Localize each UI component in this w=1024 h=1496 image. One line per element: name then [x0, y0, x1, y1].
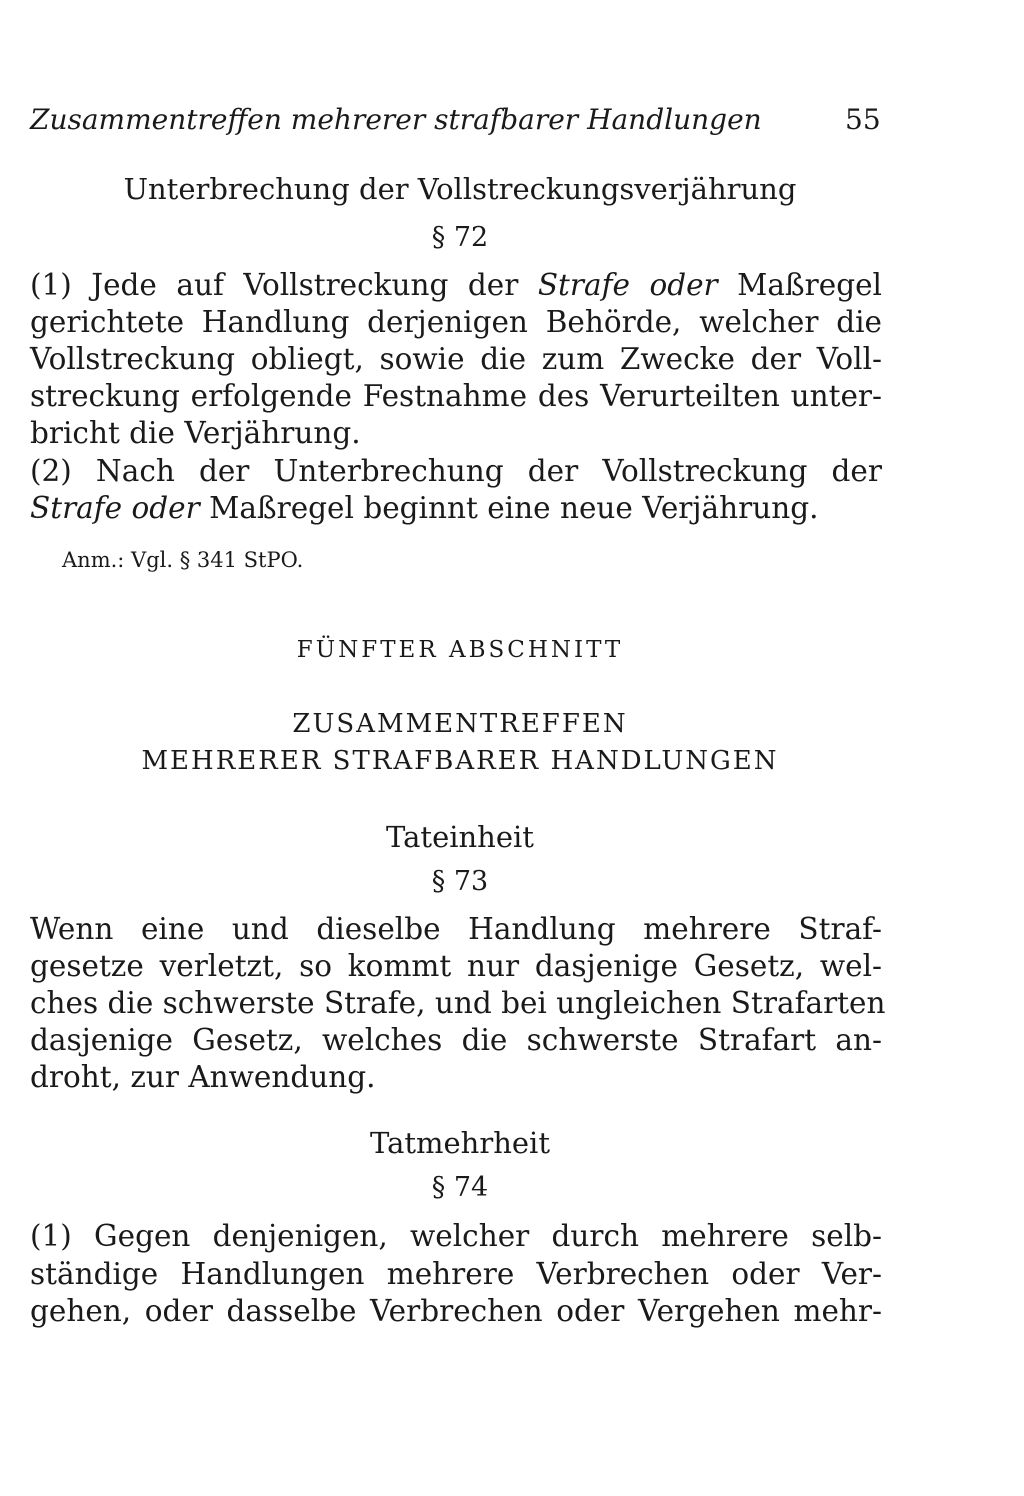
section-72-paragraph-1-line-5: bricht die Verjährung. — [30, 416, 361, 450]
section-73-line-4: dasjenige Gesetz, welches die schwerste Strafart an- — [30, 1023, 882, 1057]
chapter-title-line-2: MEHRERER STRAFBARER HANDLUNGEN — [141, 746, 779, 776]
section-74-title: Tatmehrheit — [369, 1126, 550, 1160]
section-74-number: § 74 — [431, 1172, 489, 1203]
section-72-title: Unterbrechung der Vollstreckungsverjährung — [123, 172, 797, 206]
section-74-line-1: (1) Gegen denjenigen, welcher durch mehrere selb- — [30, 1219, 882, 1253]
chapter-title-line-1: ZUSAMMENTREFFEN — [292, 709, 628, 739]
running-title: Zusammentreffen mehrerer strafbarer Handlungen — [30, 103, 762, 136]
section-74-line-3: gehen, oder dasselbe Verbrechen oder Vergehen mehr- — [30, 1294, 882, 1328]
running-header — [30, 103, 762, 136]
page-number: 55 — [845, 103, 881, 136]
section-72-paragraph-1-line-3: Vollstreckung obliegt, sowie die zum Zwecke der Voll- — [30, 342, 882, 376]
section-73-line-2: gesetze verletzt, so kommt nur dasjenige Gesetz, wel- — [30, 949, 882, 983]
section-73-line-1: Wenn eine und dieselbe Handlung mehrere Straf- — [30, 912, 882, 946]
section-73-title: Tateinheit — [386, 820, 534, 854]
section-72-paragraph-1-line-2: gerichtete Handlung derjenigen Behörde, welcher die — [30, 305, 882, 339]
section-72-paragraph-2-line-1: (2) Nach der Unterbrechung der Vollstreckung der — [30, 454, 882, 488]
section-72-number: § 72 — [431, 222, 489, 253]
chapter-label: FÜNFTER ABSCHNITT — [296, 637, 624, 663]
section-72-note: Anm.: Vgl. § 341 StPO. — [62, 548, 304, 572]
section-72-paragraph-1-line-4: streckung erfolgende Festnahme des Verurteilten unter- — [30, 379, 882, 413]
section-74-line-2: ständige Handlungen mehrere Verbrechen oder Ver- — [30, 1257, 882, 1291]
section-72-paragraph-1-line-1: (1) Jede auf Vollstreckung der Strafe oder Maßregel — [30, 268, 882, 302]
section-73-number: § 73 — [431, 866, 489, 897]
section-73-line-5: droht, zur Anwendung. — [30, 1060, 376, 1094]
section-73-line-3: ches die schwerste Strafe, und bei ungleichen Strafarten — [30, 986, 886, 1020]
section-72-paragraph-2-line-2: Strafe oder Maßregel beginnt eine neue Verjährung. — [30, 491, 819, 525]
